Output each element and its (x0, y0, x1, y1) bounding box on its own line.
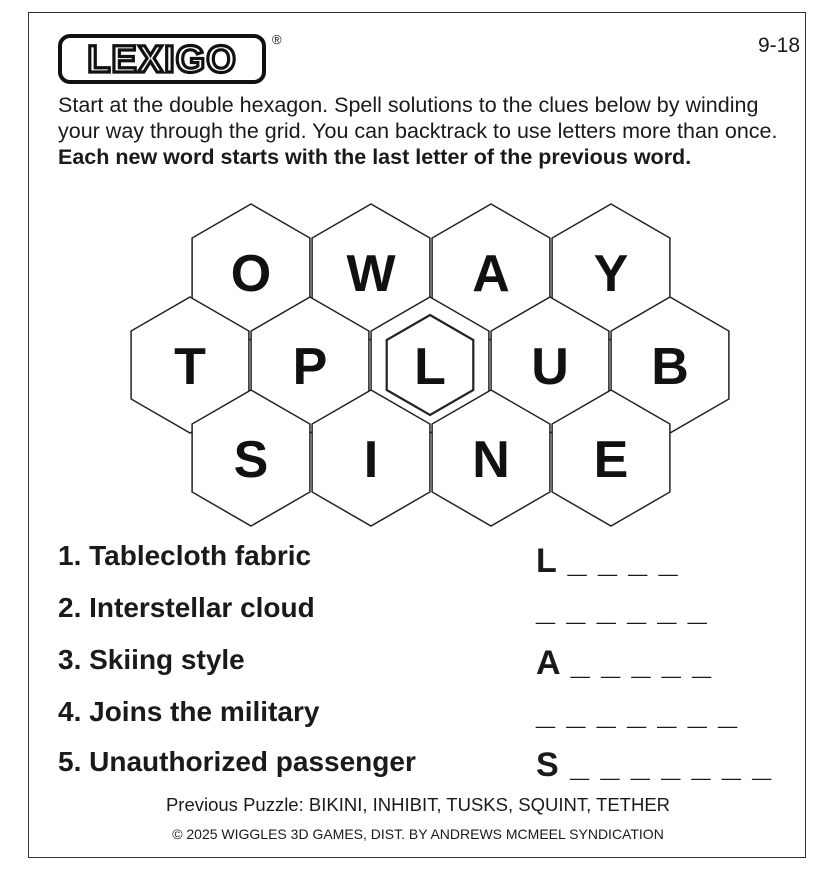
hex-letter-n: N (472, 431, 510, 489)
answer-1[interactable]: L _ _ _ _ (536, 542, 679, 580)
logo-wordmark: LEXIGO (87, 39, 237, 81)
copyright: © 2025 WIGGLES 3D GAMES, DIST. BY ANDREWS MCMEEL SYNDICATION (172, 826, 664, 842)
puzzle-number: 9-18 (757, 34, 800, 57)
instructions-bold: Each new word starts with the last letter of the previous word. (58, 145, 692, 169)
hex-letter-s: S (233, 431, 269, 489)
hex-letter-y: Y (593, 245, 629, 303)
hex-letter-p: P (292, 338, 328, 396)
hex-letter-e: E (593, 431, 629, 489)
hex-letter-w: W (346, 245, 396, 303)
answer-3[interactable]: A _ _ _ _ _ (536, 644, 713, 682)
clue-5: 5. Unauthorized passenger (58, 746, 416, 777)
hex-letter-t: T (174, 338, 206, 396)
clue-1: 1. Tablecloth fabric (58, 540, 312, 571)
hex-letter-i: I (363, 431, 379, 489)
clue-4: 4. Joins the military (58, 696, 320, 727)
hex-letter-u: U (531, 338, 569, 396)
clue-2: 2. Interstellar cloud (58, 592, 315, 623)
previous-puzzle: Previous Puzzle: BIKINI, INHIBIT, TUSKS, SQUINT, TETHER (165, 794, 671, 815)
answer-2[interactable]: _ _ _ _ _ _ (536, 590, 708, 628)
hex-letter-l: L (414, 338, 446, 396)
hex-letter-o: O (230, 245, 272, 303)
answer-5[interactable]: S _ _ _ _ _ _ _ (536, 746, 773, 784)
answer-4[interactable]: _ _ _ _ _ _ _ (536, 694, 739, 732)
hex-letter-b: B (651, 338, 689, 396)
registered-mark: ® (272, 32, 282, 47)
instructions-text: Start at the double hexagon. Spell solutions to the clues below by winding your way through the grid. You can backtrack to use letters more than once. (58, 93, 778, 143)
clue-3: 3. Skiing style (58, 644, 245, 675)
hex-letter-a: A (472, 245, 510, 303)
